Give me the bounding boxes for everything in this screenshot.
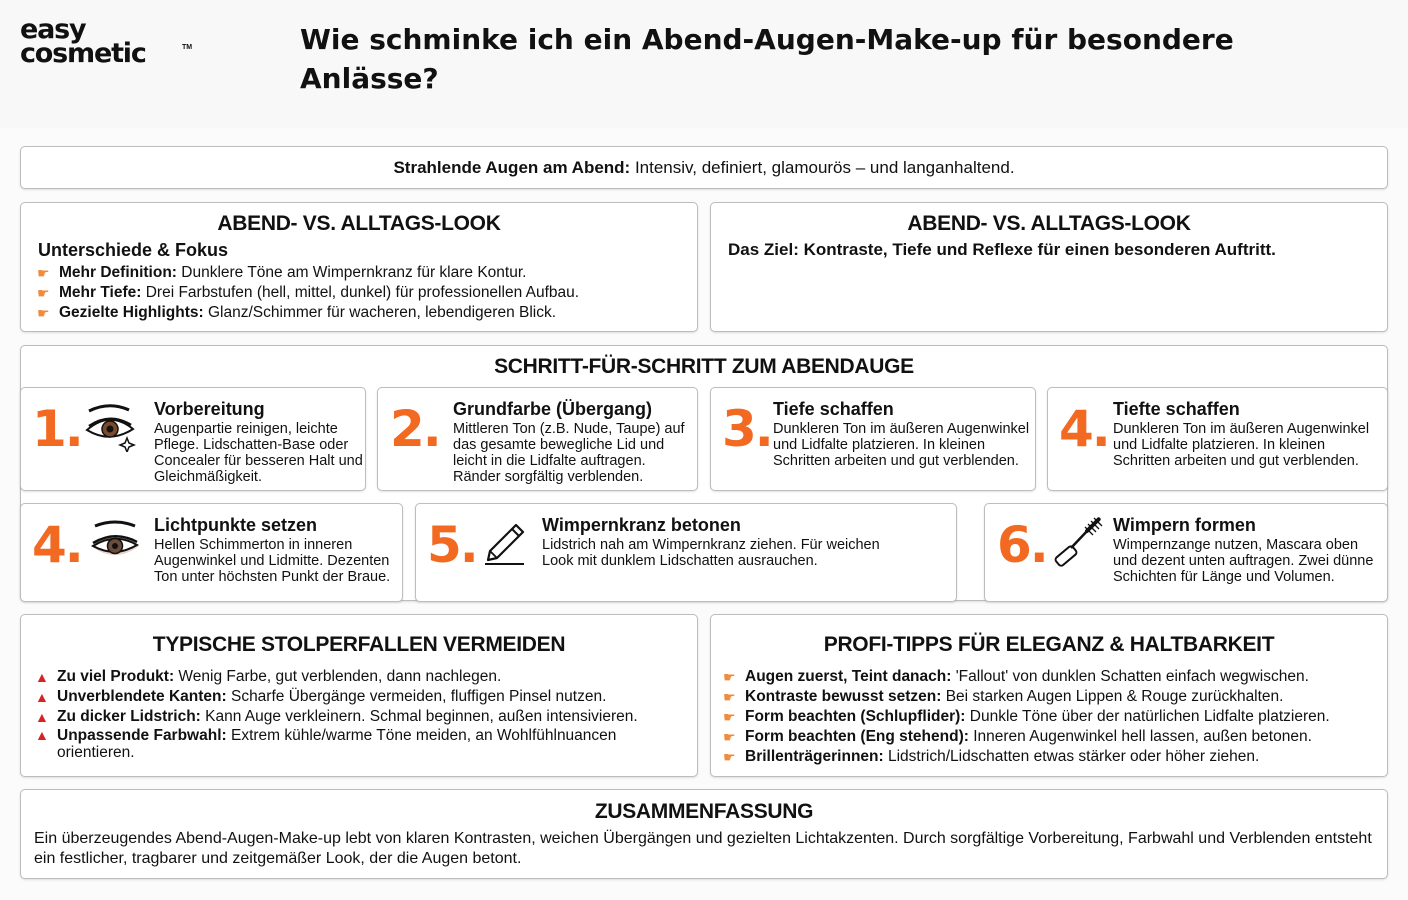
- steps-title: SCHRITT-FÜR-SCHRITT ZUM ABENDAUGE: [494, 355, 914, 378]
- step-card-1: [20, 387, 366, 491]
- eye-icon: [83, 402, 139, 452]
- step-card-3: [710, 387, 1036, 491]
- item-text: Dunklere Töne am Wimpernkranz für klare Kontur.: [176, 264, 527, 281]
- warning-icon: ▲: [35, 727, 49, 743]
- step-number: 3.: [722, 400, 772, 458]
- step-card-5: [415, 503, 957, 602]
- comparison-item: [37, 263, 687, 283]
- step-title: Tiefte schaffen: [1113, 399, 1240, 419]
- logo-line-1: easy: [20, 14, 86, 45]
- tips-list: [723, 667, 1373, 767]
- step-description: Dunkleren Ton im äußeren Augenwinkel und Lidfalte platzieren. In kleinen Schritten arbeiten und gut verblenden.: [1113, 421, 1370, 469]
- item-bold: Form beachten (Eng stehend):: [745, 728, 969, 745]
- item-bold: Zu dicker Lidstrich:: [57, 708, 201, 725]
- step-description: Mittleren Ton (z.B. Nude, Taupe) auf das gesamte bewegliche Lid und leicht in die Lidfalte auftragen. Ränder sorgfältig verblenden.: [453, 421, 685, 485]
- item-text: Bei starken Augen Lippen & Rouge zurückhalten.: [941, 688, 1284, 705]
- tip-item: [723, 707, 1373, 727]
- item-text: Extrem kühle/warme Töne meiden, an Wohlfühlnuancen orientieren.: [57, 727, 617, 761]
- warning-icon: ▲: [35, 689, 49, 705]
- pointing-hand-icon: ☛: [37, 305, 50, 321]
- step-title: Vorbereitung: [154, 399, 265, 419]
- item-bold: Unpassende Farbwahl:: [57, 727, 227, 744]
- item-bold: Unverblendete Kanten:: [57, 688, 227, 705]
- tips-title: PROFI-TIPPS FÜR ELEGANZ & HALTBARKEIT: [823, 633, 1275, 656]
- step-number: 1.: [32, 400, 82, 458]
- item-bold: Mehr Tiefe:: [59, 284, 142, 301]
- pitfall-item: [35, 687, 675, 707]
- pitfall-item: [35, 667, 675, 687]
- comparison-panel-right: [710, 202, 1388, 332]
- step-card-4: [1047, 387, 1388, 491]
- tip-item: [723, 727, 1373, 747]
- item-text: Dunkle Töne über der natürlichen Lidfalte platzieren.: [965, 708, 1330, 725]
- logo-trademark: TM: [182, 44, 193, 51]
- warning-icon: ▲: [35, 709, 49, 725]
- header: [0, 0, 1408, 128]
- logo-line-2: cosmetic: [20, 38, 146, 69]
- pitfalls-list: [35, 667, 675, 761]
- item-text: Scharfe Übergänge vermeiden, fluffigen Pinsel nutzen.: [226, 688, 607, 705]
- page-title: Wie schminke ich ein Abend-Augen-Make-up für besondere Anlässe?: [300, 23, 1234, 95]
- step-card-highlights: [20, 503, 403, 602]
- tip-item: [723, 747, 1373, 767]
- step-card-6: [984, 503, 1388, 602]
- step-title: Grundfarbe (Übergang): [453, 399, 653, 419]
- step-description: Wimpernzange nutzen, Mascara oben und dezent unten auftragen. Zwei dünne Schichten für Länge und Volumen.: [1113, 537, 1374, 585]
- comparison-title: ABEND- VS. ALLTAGS-LOOK: [907, 212, 1191, 235]
- pitfalls-panel: [20, 614, 698, 777]
- step-card-2: [377, 387, 698, 491]
- comparison-title: ABEND- VS. ALLTAGS-LOOK: [217, 212, 501, 235]
- pointing-hand-icon: ☛: [723, 669, 736, 685]
- comparison-panel-left: [20, 202, 698, 332]
- step-number: 4.: [32, 516, 82, 574]
- pencil-icon: [480, 518, 530, 568]
- step-description: Hellen Schimmerton in inneren Augenwinkel und Lidmitte. Dezenten Ton unter höchsten Punkt der Braue.: [154, 537, 391, 585]
- item-text: 'Fallout' von dunklen Schatten einfach wegwischen.: [951, 668, 1309, 685]
- item-bold: Brillenträgerinnen:: [745, 748, 884, 765]
- item-bold: Form beachten (Schlupflider):: [745, 708, 966, 725]
- summary-text: Ein überzeugendes Abend-Augen-Make-up lebt von klaren Kontrasten, weichen Übergängen und gezielten Lichtakzenten. Durch sorgfältige Vorbereitung, Farbwahl und Verblenden entsteht ein festlicher, tragbarer und zeitgemäßer Look, der die Augen betont.: [34, 830, 1372, 867]
- step-title: Lichtpunkte setzen: [154, 515, 318, 535]
- tagline-banner: [20, 146, 1388, 189]
- item-text: Drei Farbstufen (hell, mittel, dunkel) für professionellen Aufbau.: [141, 284, 580, 301]
- pitfall-item: [35, 727, 675, 761]
- tagline-bold: Strahlende Augen am Abend:: [393, 158, 631, 177]
- step-description: Dunkleren Ton im äußeren Augenwinkel und Lidfalte platzieren. In kleinen Schritten arbeiten und gut verblenden.: [773, 421, 1030, 469]
- pointing-hand-icon: ☛: [723, 749, 736, 765]
- warning-icon: ▲: [35, 669, 49, 685]
- step-title: Wimpernkranz betonen: [542, 515, 741, 535]
- item-text: Glanz/Schimmer für wacheren, lebendigeren Blick.: [203, 304, 557, 321]
- step-number: 4.: [1059, 400, 1109, 458]
- item-text: Lidstrich/Lidschatten etwas stärker oder höher ziehen.: [883, 748, 1260, 765]
- tip-item: [723, 687, 1373, 707]
- pitfalls-title: TYPISCHE STOLPERFALLEN VERMEIDEN: [152, 633, 566, 656]
- comparison-subtitle: Unterschiede & Fokus: [38, 240, 229, 260]
- step-description: Lidstrich nah am Wimpernkranz ziehen. Für weichen Look mit dunklem Lidschatten ausrauchen.: [542, 537, 880, 569]
- pointing-hand-icon: ☛: [37, 265, 50, 281]
- tagline-text: Intensiv, definiert, glamourös – und langanhaltend.: [630, 158, 1015, 177]
- tips-panel: [710, 614, 1388, 777]
- item-bold: Kontraste bewusst setzen:: [745, 688, 942, 705]
- comparison-goal: Das Ziel: Kontraste, Tiefe und Reflexe für einen besonderen Auftritt.: [728, 240, 1276, 259]
- pointing-hand-icon: ☛: [723, 689, 736, 705]
- comparison-list: [37, 263, 687, 323]
- step-number: 5.: [427, 516, 477, 574]
- item-bold: Zu viel Produkt:: [57, 668, 175, 685]
- comparison-item: [37, 283, 687, 303]
- item-text: Kann Auge verkleinern. Schmal beginnen, außen intensivieren.: [200, 708, 638, 725]
- item-bold: Mehr Definition:: [59, 264, 177, 281]
- eye-shadow-icon: [87, 518, 143, 568]
- pointing-hand-icon: ☛: [723, 709, 736, 725]
- item-bold: Gezielte Highlights:: [59, 304, 204, 321]
- step-title: Tiefe schaffen: [773, 399, 894, 419]
- summary-panel: [20, 789, 1388, 879]
- pointing-hand-icon: ☛: [37, 285, 50, 301]
- step-number: 6.: [997, 516, 1047, 574]
- comparison-item: [37, 303, 687, 323]
- pointing-hand-icon: ☛: [723, 729, 736, 745]
- brand-logo[interactable]: [20, 14, 193, 69]
- item-text: Wenig Farbe, gut verblenden, dann nachlegen.: [174, 668, 502, 685]
- pitfall-item: [35, 707, 675, 727]
- item-bold: Augen zuerst, Teint danach:: [745, 668, 952, 685]
- infographic: [0, 128, 1408, 900]
- tip-item: [723, 667, 1373, 687]
- step-number: 2.: [390, 400, 440, 458]
- item-text: Inneren Augenwinkel hell lassen, außen betonen.: [968, 728, 1312, 745]
- step-description: Augenpartie reinigen, leichte Pflege. Lidschatten-Base oder Concealer für besseren Halt und Gleichmäßigkeit.: [154, 421, 363, 485]
- step-title: Wimpern formen: [1113, 515, 1256, 535]
- summary-title: ZUSAMMENFASSUNG: [594, 800, 814, 823]
- mascara-icon: [1049, 515, 1107, 571]
